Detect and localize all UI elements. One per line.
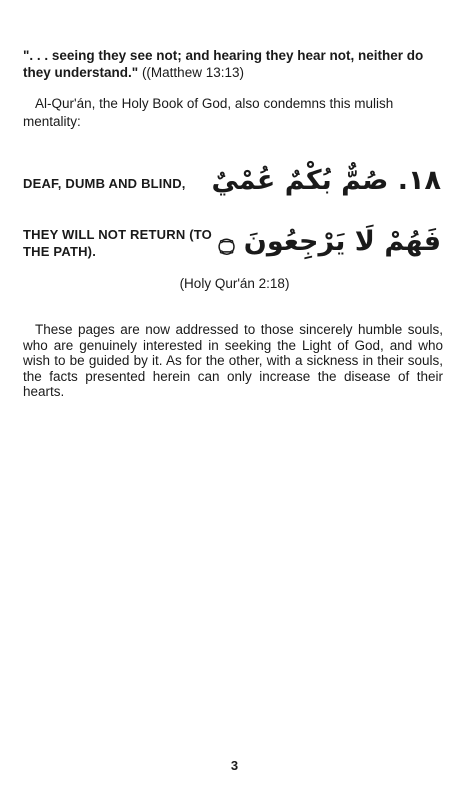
quote-reference: ((Matthew 13:13) [141,65,244,80]
page-number: 3 [230,758,239,773]
verse-line-1-arabic: ١٨. صُمٌّ بُكْمٌ عُمْيٌ [211,165,441,196]
body-text: These pages are now addressed to those sincerely humble souls, who are genuinely interested in seeking the Light of God, and who wish to be guided by it. As for the other, with a sickness in their souls, the facts presented herein can only increase the disease of their hearts. [23,322,443,399]
intro-text: Al-Qur'án, the Holy Book of God, also condemns this mulish mentality: [23,96,394,129]
verse-line-1 [23,163,443,203]
quote-text: ". . . seeing they see not; and hearing they hear not, neither do they understand." [23,48,424,80]
verse-citation: (Holy Qur'án 2:18) [179,276,290,291]
verse-line-1-english: DEAF, DUMB AND BLIND, [23,176,186,191]
body-paragraph [23,322,443,400]
verse-line-2-arabic: فَهُمْ لَا يَرْجِعُونَ ۝ [218,226,441,257]
verse-line-2 [23,220,443,268]
verse-line-2-english [23,226,213,260]
bible-quote [23,47,443,81]
intro-paragraph [23,95,443,131]
verse-line-2-english-text: THEY WILL NOT RETURN (TO THE PATH). [23,227,212,259]
